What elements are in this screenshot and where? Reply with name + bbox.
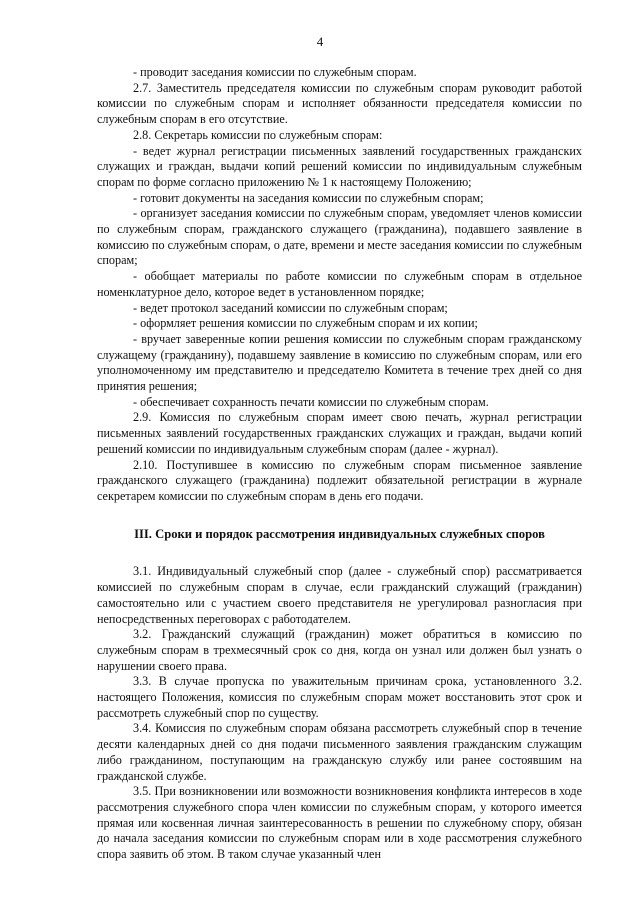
paragraph: 3.3. В случае пропуска по уважительным причинам срока, установленного 3.2. настоящего Положения, комиссия по служебным спорам может восстановить этот срок и рассмотреть служебный спор по существу. [97,674,582,720]
paragraph: - ведет журнал регистрации письменных заявлений государственных гражданских служащих и граждан, выдачи копий решений комиссии по индивидуальным служебным спорам по форме согласно приложению № 1 к настоящему Положению; [97,143,582,189]
paragraph: 2.10. Поступившее в комиссию по служебным спорам письменное заявление гражданского служащего (гражданина) подлежит обязательной регистрации в журнале секретарем комиссии по служебным спорам в день его подачи. [97,457,582,503]
paragraph: - обеспечивает сохранность печати комиссии по служебным спорам. [133,394,489,409]
section-heading: III. Сроки и порядок рассмотрения индивидуальных служебных споров [134,526,545,541]
paragraph: 2.9. Комиссия по служебным спорам имеет свою печать, журнал регистрации письменных заявлений государственных гражданских служащих и граждан, выдачи копий решений комиссии по индивидуальным служебным спорам (далее - журнал). [97,410,582,456]
paragraph: 3.5. При возникновении или возможности возникновения конфликта интересов в ходе рассмотрения служебного спора член комиссии по служебным спорам, у которого имеется прямая или косвенная личная заинтересованность в решении по служебному спору, обязан до начала заседания комиссии по служебным спорам или в ходе рассмотрения служебного спора заявить об этом. В таком случае указанный член [97,784,582,862]
page-number: 4 [316,34,324,49]
paragraph: - обобщает материалы по работе комиссии по служебным спорам в отдельное номенклатурное дело, которое ведет в установленном порядке; [97,269,582,299]
paragraph: 3.4. Комиссия по служебным спорам обязана рассмотреть служебный спор в течение десяти календарных дней со дня подачи письменного заявления гражданским служащим либо гражданином, поступающим на гражданскую службу или ранее состоявшим на гражданской службе. [97,721,582,783]
paragraph: - проводит заседания комиссии по служебным спорам. [133,65,417,79]
paragraph: 3.2. Гражданский служащий (гражданин) может обратиться в комиссию по служебным спорам в трехмесячный срок со дня, когда он узнал или должен был узнать о нарушении своего права. [97,627,582,673]
paragraph: - оформляет решения комиссии по служебным спорам и их копии; [133,316,478,331]
paragraph: 2.8. Секретарь комиссии по служебным спорам: [133,127,383,142]
paragraph: 2.7. Заместитель председателя комиссии по служебным спорам руководит работой комиссии по служебным спорам и исполняет обязанности председателя комиссии по служебным спорам в его отсутствие. [97,80,582,127]
paragraph: - организует заседания комиссии по служебным спорам, уведомляет членов комиссии по служебным спорам, гражданского служащего (гражданина), подавшего заявление в комиссию по служебным спорам, о дате, времени и месте заседания комиссии по служебным спорам; [97,206,582,268]
page-content [97,65,582,863]
paragraph: - ведет протокол заседаний комиссии по служебным спорам; [133,300,448,315]
paragraph: - вручает заверенные копии решения комиссии по служебным спорам гражданскому служащему (гражданину), подавшему заявление в комиссию по служебным спорам, или его уполномоченному им представителю и председателю Комитета в течение трех дней со дня принятия решения; [97,331,582,394]
paragraph: 3.1. Индивидуальный служебный спор (далее - служебный спор) рассматривается комиссией по служебным спорам в случае, если гражданский служащий (гражданин) самостоятельно или с участием своего представителя не урегулировал разногласия при непосредственных переговорах с работодателем. [97,564,582,626]
paragraph: - готовит документы на заседания комиссии по служебным спорам; [133,190,484,205]
